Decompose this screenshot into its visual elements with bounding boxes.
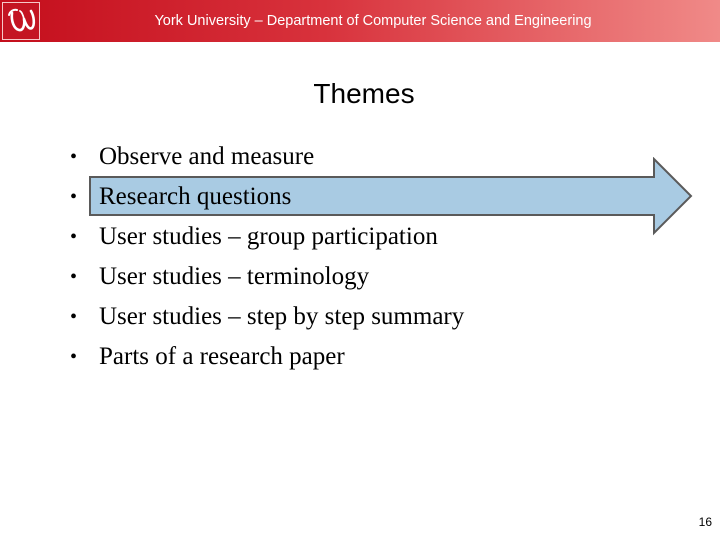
bullet-item <box>0 258 640 298</box>
header-bar <box>0 0 720 42</box>
bullet-marker: • <box>70 266 78 288</box>
header-title: York University – Department of Computer Science and Engineering <box>154 13 592 29</box>
logo-monogram <box>3 3 39 39</box>
bullet-marker: • <box>70 306 78 328</box>
bullet-text: Observe and measure <box>99 143 315 170</box>
bullet-text: Research questions <box>99 183 292 210</box>
bullet-item <box>0 338 640 378</box>
bullet-item-highlighted <box>0 178 640 218</box>
page-number: 16 <box>698 515 712 529</box>
slide-title: Themes <box>313 78 415 109</box>
bullet-text: User studies – step by step summary <box>99 303 465 330</box>
bullet-item <box>0 138 640 178</box>
york-university-logo <box>2 2 40 40</box>
bullet-item <box>0 298 640 338</box>
bullet-text: User studies – group participation <box>99 223 438 250</box>
bullet-marker: • <box>70 226 78 248</box>
bullet-text: User studies – terminology <box>99 263 370 290</box>
bullet-marker: • <box>70 346 78 368</box>
bullet-text: Parts of a research paper <box>99 343 345 370</box>
bullet-marker: • <box>70 146 78 168</box>
bullet-item <box>0 218 640 258</box>
bullet-marker: • <box>70 186 78 208</box>
